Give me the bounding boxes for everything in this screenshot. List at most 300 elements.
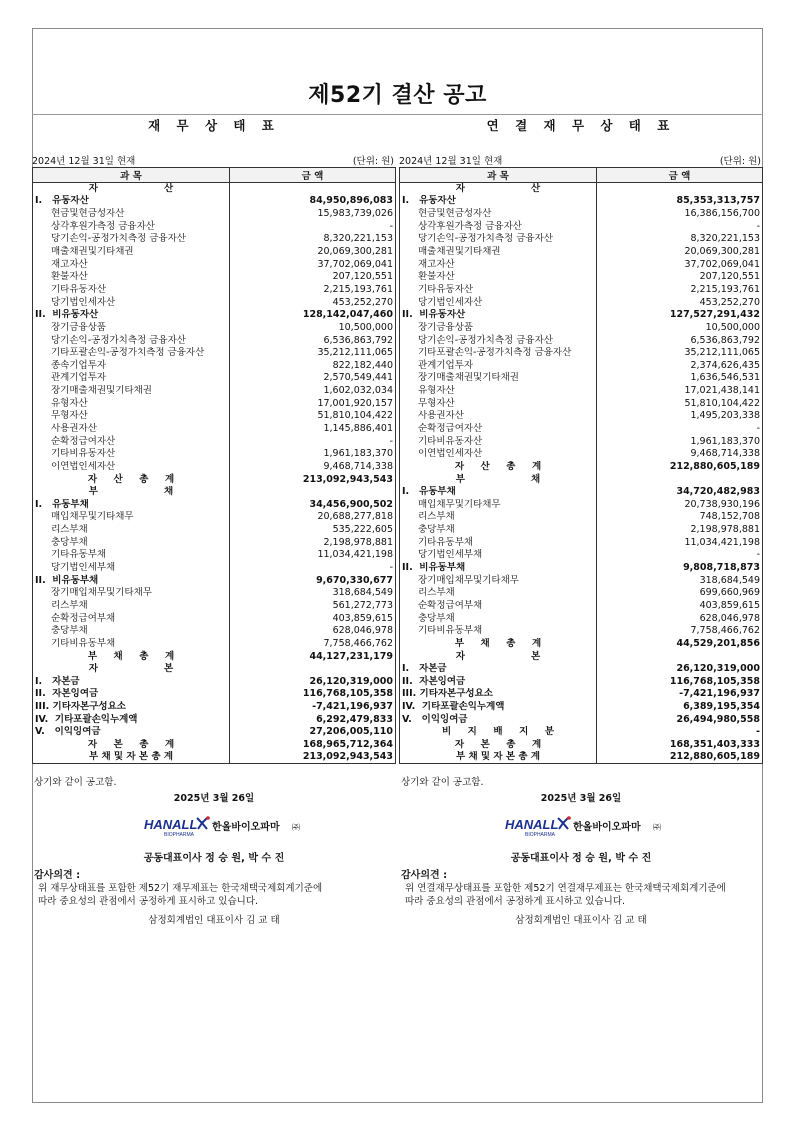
row-amount: 11,034,421,198	[597, 536, 763, 549]
row-label: 당기법인세부채	[33, 562, 230, 575]
section-row	[400, 726, 763, 739]
row-amount: 213,092,943,543	[230, 751, 396, 764]
row-label: 충당부채	[33, 625, 230, 638]
group-row	[400, 195, 763, 208]
row-amount	[230, 486, 396, 499]
row-label: 자 본 총 계	[400, 739, 597, 752]
row-amount: 318,684,549	[597, 574, 763, 587]
row-amount: 27,206,005,110	[230, 726, 396, 739]
group-row	[400, 486, 763, 499]
row-label: 환불자산	[400, 271, 597, 284]
row-amount: -7,421,196,937	[597, 688, 763, 701]
row-amount	[230, 183, 396, 196]
row-label: 기타포괄손익-공정가치측정 금융자산	[33, 347, 230, 360]
row-label: 재고자산	[33, 258, 230, 271]
right-unit: (단위: 원)	[719, 156, 761, 167]
row-label: 순확정급여자산	[400, 423, 597, 436]
row-label: 현금및현금성자산	[400, 208, 597, 221]
row-amount: 6,536,863,792	[230, 334, 396, 347]
group-row	[33, 499, 396, 512]
right-audit-text	[401, 882, 761, 908]
row-label: 사용권자산	[33, 423, 230, 436]
row-label: 부 채 및 자 본 총 계	[33, 751, 230, 764]
table-row	[33, 385, 396, 398]
balance-sheet-table	[32, 167, 396, 764]
header-amount: 금 액	[230, 168, 396, 183]
left-audit-firm: 삼정회계법인 대표이사 김 교 태	[148, 915, 280, 926]
section-row	[33, 751, 396, 764]
group-row	[400, 688, 763, 701]
row-amount: 34,456,900,502	[230, 499, 396, 512]
left-meta	[32, 153, 396, 167]
table-row	[400, 612, 763, 625]
row-amount: 822,182,440	[230, 359, 396, 372]
row-label: 자 산 총 계	[400, 461, 597, 474]
right-ceo: 공동대표이사 정 승 원, 박 수 진	[510, 853, 652, 864]
right-meta	[399, 153, 763, 167]
left-company-logo	[32, 814, 396, 838]
table-row	[400, 208, 763, 221]
logo-wordmark: HANALL	[144, 817, 198, 832]
row-amount: 17,001,920,157	[230, 397, 396, 410]
row-label: 기타비유동부채	[33, 638, 230, 651]
row-label: 기타비유동부채	[400, 625, 597, 638]
row-label: 순확정급여자산	[33, 435, 230, 448]
row-label: 순확정급여부채	[33, 612, 230, 625]
right-heading: 연 결 재 무 상 태 표	[486, 118, 676, 133]
row-amount: 26,494,980,558	[597, 713, 763, 726]
row-label: 기타비유동자산	[33, 448, 230, 461]
row-label: 충당부채	[33, 536, 230, 549]
row-amount: 213,092,943,543	[230, 473, 396, 486]
row-amount: 9,670,330,677	[230, 574, 396, 587]
row-label: I. 유동부채	[400, 486, 597, 499]
left-ceo: 공동대표이사 정 승 원, 박 수 진	[143, 853, 285, 864]
row-amount	[230, 663, 396, 676]
row-label: 자 본	[33, 663, 230, 676]
row-amount: 561,272,773	[230, 600, 396, 613]
row-label: 장기금융상품	[33, 322, 230, 335]
row-label: 자 본	[400, 650, 597, 663]
table-row	[33, 435, 396, 448]
group-row	[400, 701, 763, 714]
row-amount: 116,768,105,358	[597, 675, 763, 688]
row-amount: 7,758,466,762	[597, 625, 763, 638]
row-label: III. 기타자본구성요소	[33, 701, 230, 714]
table-row	[400, 499, 763, 512]
table-row	[400, 397, 763, 410]
row-label: 유형자산	[33, 397, 230, 410]
table-row	[33, 600, 396, 613]
section-row	[400, 473, 763, 486]
right-closing: 상기와 같이 공고함.	[401, 777, 484, 788]
row-amount: 9,468,714,338	[230, 461, 396, 474]
row-label: 부 채 및 자 본 총 계	[400, 751, 597, 764]
row-amount: 8,320,221,153	[597, 233, 763, 246]
row-label: I. 자본금	[400, 663, 597, 676]
row-amount: 9,808,718,873	[597, 562, 763, 575]
row-label: 종속기업투자	[33, 359, 230, 372]
row-amount: 318,684,549	[230, 587, 396, 600]
row-label: 기타유동부채	[33, 549, 230, 562]
row-amount: 2,374,626,435	[597, 359, 763, 372]
row-label: 당기법인세자산	[400, 296, 597, 309]
row-label: 장기매입채무및기타채무	[33, 587, 230, 600]
header-amount: 금 액	[597, 168, 763, 183]
table-row	[400, 423, 763, 436]
row-amount: 51,810,104,422	[597, 397, 763, 410]
row-amount: 1,495,203,338	[597, 410, 763, 423]
row-label: 관계기업투자	[400, 359, 597, 372]
section-row	[400, 650, 763, 663]
row-amount: 17,021,438,141	[597, 385, 763, 398]
table-row	[400, 220, 763, 233]
row-amount: 628,046,978	[230, 625, 396, 638]
section-row	[33, 183, 396, 196]
logo-korean: 한올바이오파마	[573, 822, 641, 833]
left-unit: (단위: 원)	[352, 156, 394, 167]
row-amount: 128,142,047,460	[230, 309, 396, 322]
section-row	[33, 486, 396, 499]
row-label: II. 비유동자산	[400, 309, 597, 322]
row-amount: 2,215,193,761	[597, 284, 763, 297]
group-row	[33, 195, 396, 208]
hanall-logo-icon	[32, 814, 396, 838]
row-amount: 6,292,479,833	[230, 713, 396, 726]
group-row	[33, 688, 396, 701]
logo-suffix: ㈜	[653, 823, 661, 832]
section-row	[400, 751, 763, 764]
table-row	[33, 334, 396, 347]
row-amount: 26,120,319,000	[597, 663, 763, 676]
logo-korean: 한올바이오파마	[212, 822, 280, 833]
row-amount: 2,198,978,881	[597, 524, 763, 537]
section-row	[33, 663, 396, 676]
row-amount: 628,046,978	[597, 612, 763, 625]
right-audit-line1: 위 연결재무상태표를 포함한 제52기 연결재무제표는 한국채택국제회계기준에	[405, 883, 726, 894]
row-amount: 37,702,069,041	[230, 258, 396, 271]
table-row	[33, 372, 396, 385]
table-header-row	[400, 168, 763, 183]
table-header-row	[33, 168, 396, 183]
row-amount: 403,859,615	[230, 612, 396, 625]
row-amount: 699,660,969	[597, 587, 763, 600]
row-label: 관계기업투자	[33, 372, 230, 385]
table-row	[33, 397, 396, 410]
row-amount: -7,421,196,937	[230, 701, 396, 714]
row-amount: -	[597, 220, 763, 233]
row-label: 충당부채	[400, 612, 597, 625]
row-label: 비 지 배 지 분	[400, 726, 597, 739]
table-row	[33, 322, 396, 335]
row-label: 재고자산	[400, 258, 597, 271]
row-amount: 16,386,156,700	[597, 208, 763, 221]
row-amount: 20,069,300,281	[230, 246, 396, 259]
table-row	[33, 461, 396, 474]
header-subject: 과 목	[400, 168, 597, 183]
table-row	[33, 233, 396, 246]
row-amount: -	[230, 220, 396, 233]
left-closing: 상기와 같이 공고함.	[34, 777, 117, 788]
row-amount: 207,120,551	[597, 271, 763, 284]
table-row	[400, 271, 763, 284]
table-row	[400, 511, 763, 524]
row-label: 당기법인세자산	[33, 296, 230, 309]
table-row	[33, 271, 396, 284]
row-amount: 7,758,466,762	[230, 638, 396, 651]
table-row	[400, 258, 763, 271]
row-amount: 168,351,403,333	[597, 739, 763, 752]
row-label: 기타비유동자산	[400, 435, 597, 448]
row-label: II. 비유동자산	[33, 309, 230, 322]
row-label: 매입채무및기타채무	[400, 499, 597, 512]
row-label: IV. 기타포괄손익누계액	[400, 701, 597, 714]
row-label: 자 산	[33, 183, 230, 196]
row-label: 상각후원가측정 금융자산	[400, 220, 597, 233]
row-amount: 116,768,105,358	[230, 688, 396, 701]
table-row	[400, 372, 763, 385]
row-label: 부 채 총 계	[400, 638, 597, 651]
row-amount: 20,688,277,818	[230, 511, 396, 524]
row-amount	[597, 473, 763, 486]
table-row	[400, 536, 763, 549]
row-amount: -	[230, 435, 396, 448]
row-amount: -	[597, 549, 763, 562]
row-amount: -	[597, 423, 763, 436]
right-date: 2024년 12월 31일 현재	[399, 156, 503, 167]
logo-sub: BIOPHARMA	[164, 832, 195, 838]
table-row	[33, 587, 396, 600]
table-row	[33, 638, 396, 651]
row-amount: 2,570,549,441	[230, 372, 396, 385]
row-label: 당기손익-공정가치측정 금융자산	[33, 334, 230, 347]
consolidated-balance-sheet-table	[399, 167, 763, 764]
row-amount: 8,320,221,153	[230, 233, 396, 246]
row-amount: 35,212,111,065	[597, 347, 763, 360]
table-row	[33, 549, 396, 562]
table-row	[33, 524, 396, 537]
row-label: 이연법인세자산	[400, 448, 597, 461]
row-label: 당기법인세부채	[400, 549, 597, 562]
right-audit-firm: 삼정회계법인 대표이사 김 교 태	[515, 915, 647, 926]
logo-wordmark: HANALL	[505, 817, 559, 832]
table-row	[33, 208, 396, 221]
row-amount: 35,212,111,065	[230, 347, 396, 360]
table-row	[33, 246, 396, 259]
row-label: 당기손익-공정가치측정 금융자산	[400, 233, 597, 246]
left-heading: 재 무 상 태 표	[148, 118, 280, 133]
table-row	[33, 511, 396, 524]
row-label: 기타유동부채	[400, 536, 597, 549]
row-amount: -	[230, 562, 396, 575]
row-label: 자 본 총 계	[33, 739, 230, 752]
row-amount: 37,702,069,041	[597, 258, 763, 271]
row-label: I. 자본금	[33, 675, 230, 688]
row-label: 당기손익-공정가치측정 금융자산	[400, 334, 597, 347]
row-label: 매입채무및기타채무	[33, 511, 230, 524]
row-label: 순확정급여부채	[400, 600, 597, 613]
row-label: 리스부채	[400, 587, 597, 600]
row-label: 당기손익-공정가치측정 금융자산	[33, 233, 230, 246]
row-amount: 212,880,605,189	[597, 751, 763, 764]
table-row	[33, 410, 396, 423]
row-label: 기타유동자산	[33, 284, 230, 297]
section-row	[33, 473, 396, 486]
section-row	[400, 638, 763, 651]
row-label: 유형자산	[400, 385, 597, 398]
table-row	[400, 625, 763, 638]
left-date: 2024년 12월 31일 현재	[32, 156, 136, 167]
row-label: 리스부채	[400, 511, 597, 524]
table-row	[33, 562, 396, 575]
header-subject: 과 목	[33, 168, 230, 183]
section-row	[400, 183, 763, 196]
row-amount: 453,252,270	[597, 296, 763, 309]
row-amount: 1,602,032,034	[230, 385, 396, 398]
table-row	[400, 574, 763, 587]
row-amount: 20,738,930,196	[597, 499, 763, 512]
row-label: 환불자산	[33, 271, 230, 284]
row-label: 장기매출채권및기타채권	[400, 372, 597, 385]
row-amount: 168,965,712,364	[230, 739, 396, 752]
logo-suffix: ㈜	[292, 823, 300, 832]
row-amount: 44,127,231,179	[230, 650, 396, 663]
row-label: 리스부채	[33, 600, 230, 613]
row-amount	[597, 650, 763, 663]
table-row	[33, 347, 396, 360]
group-row	[400, 562, 763, 575]
table-row	[33, 625, 396, 638]
table-row	[400, 246, 763, 259]
row-amount: 535,222,605	[230, 524, 396, 537]
row-label: IV. 기타포괄손익누계액	[33, 713, 230, 726]
row-amount: 2,215,193,761	[230, 284, 396, 297]
row-label: I. 유동부채	[33, 499, 230, 512]
row-amount: 51,810,104,422	[230, 410, 396, 423]
table-row	[33, 448, 396, 461]
table-row	[400, 587, 763, 600]
row-amount: 2,198,978,881	[230, 536, 396, 549]
row-label: V. 이익잉여금	[400, 713, 597, 726]
row-amount: 6,389,195,354	[597, 701, 763, 714]
row-label: 무형자산	[400, 397, 597, 410]
row-label: 리스부채	[33, 524, 230, 537]
section-row	[33, 650, 396, 663]
logo-sub: BIOPHARMA	[525, 832, 556, 838]
row-label: 부 채 총 계	[33, 650, 230, 663]
row-amount: 84,950,896,083	[230, 195, 396, 208]
row-label: III. 기타자본구성요소	[400, 688, 597, 701]
row-amount: 6,536,863,792	[597, 334, 763, 347]
page-title: 제52기 결산 공고	[308, 83, 487, 108]
table-row	[400, 359, 763, 372]
group-row	[400, 713, 763, 726]
row-label: II. 자본잉여금	[33, 688, 230, 701]
row-label: 매출채권및기타채권	[400, 246, 597, 259]
table-row	[400, 549, 763, 562]
row-label: V. 이익잉여금	[33, 726, 230, 739]
row-label: 기타유동자산	[400, 284, 597, 297]
group-row	[33, 309, 396, 322]
row-amount: 11,034,421,198	[230, 549, 396, 562]
divider	[32, 114, 763, 115]
row-amount: 453,252,270	[230, 296, 396, 309]
section-row	[400, 461, 763, 474]
row-label: I. 유동자산	[33, 195, 230, 208]
table-row	[33, 359, 396, 372]
table-row	[400, 347, 763, 360]
table-row	[33, 258, 396, 271]
row-amount: 207,120,551	[230, 271, 396, 284]
row-label: 충당부채	[400, 524, 597, 537]
left-notice-date: 2025년 3월 26일	[173, 793, 255, 804]
table-row	[400, 448, 763, 461]
left-audit-line1: 위 재무상태표를 포함한 제52기 재무제표는 한국채택국제회계기준에	[38, 883, 323, 894]
row-label: 이연법인세자산	[33, 461, 230, 474]
row-amount: 1,961,183,370	[597, 435, 763, 448]
row-label: 장기금융상품	[400, 322, 597, 335]
row-label: II. 자본잉여금	[400, 675, 597, 688]
row-amount: 212,880,605,189	[597, 461, 763, 474]
group-row	[33, 574, 396, 587]
section-row	[400, 739, 763, 752]
table-row	[33, 536, 396, 549]
table-row	[400, 233, 763, 246]
row-amount: 1,145,886,401	[230, 423, 396, 436]
row-amount: -	[597, 726, 763, 739]
group-row	[33, 701, 396, 714]
row-label: II. 비유동부채	[33, 574, 230, 587]
row-label: 사용권자산	[400, 410, 597, 423]
table-row	[400, 410, 763, 423]
group-row	[400, 309, 763, 322]
right-audit-line2: 따라 중요성의 관점에서 공정하게 표시하고 있습니다.	[405, 896, 626, 907]
row-amount: 127,527,291,432	[597, 309, 763, 322]
row-amount: 9,468,714,338	[597, 448, 763, 461]
row-label: I. 유동자산	[400, 195, 597, 208]
row-amount: 20,069,300,281	[597, 246, 763, 259]
row-label: 자 산 총 계	[33, 473, 230, 486]
row-amount: 403,859,615	[597, 600, 763, 613]
group-row	[33, 713, 396, 726]
row-label: 기타포괄손익-공정가치측정 금융자산	[400, 347, 597, 360]
row-label: 장기매출채권및기타채권	[33, 385, 230, 398]
table-row	[400, 435, 763, 448]
group-row	[400, 663, 763, 676]
row-label: 장기매입채무및기타채무	[400, 574, 597, 587]
row-amount	[597, 183, 763, 196]
row-label: 부 채	[400, 473, 597, 486]
hanall-logo-icon	[399, 814, 763, 838]
row-label: 매출채권및기타채권	[33, 246, 230, 259]
row-amount: 10,500,000	[597, 322, 763, 335]
right-company-logo	[399, 814, 763, 838]
row-label: 상각후원가측정 금융자산	[33, 220, 230, 233]
row-label: II. 비유동부채	[400, 562, 597, 575]
row-label: 현금및현금성자산	[33, 208, 230, 221]
table-row	[400, 334, 763, 347]
table-row	[33, 284, 396, 297]
table-row	[400, 600, 763, 613]
right-notice-date: 2025년 3월 26일	[540, 793, 622, 804]
table-row	[400, 296, 763, 309]
left-audit-line2: 따라 중요성의 관점에서 공정하게 표시하고 있습니다.	[38, 896, 259, 907]
table-row	[33, 423, 396, 436]
row-amount: 1,636,546,531	[597, 372, 763, 385]
row-amount: 85,353,313,757	[597, 195, 763, 208]
row-amount: 10,500,000	[230, 322, 396, 335]
table-row	[400, 524, 763, 537]
